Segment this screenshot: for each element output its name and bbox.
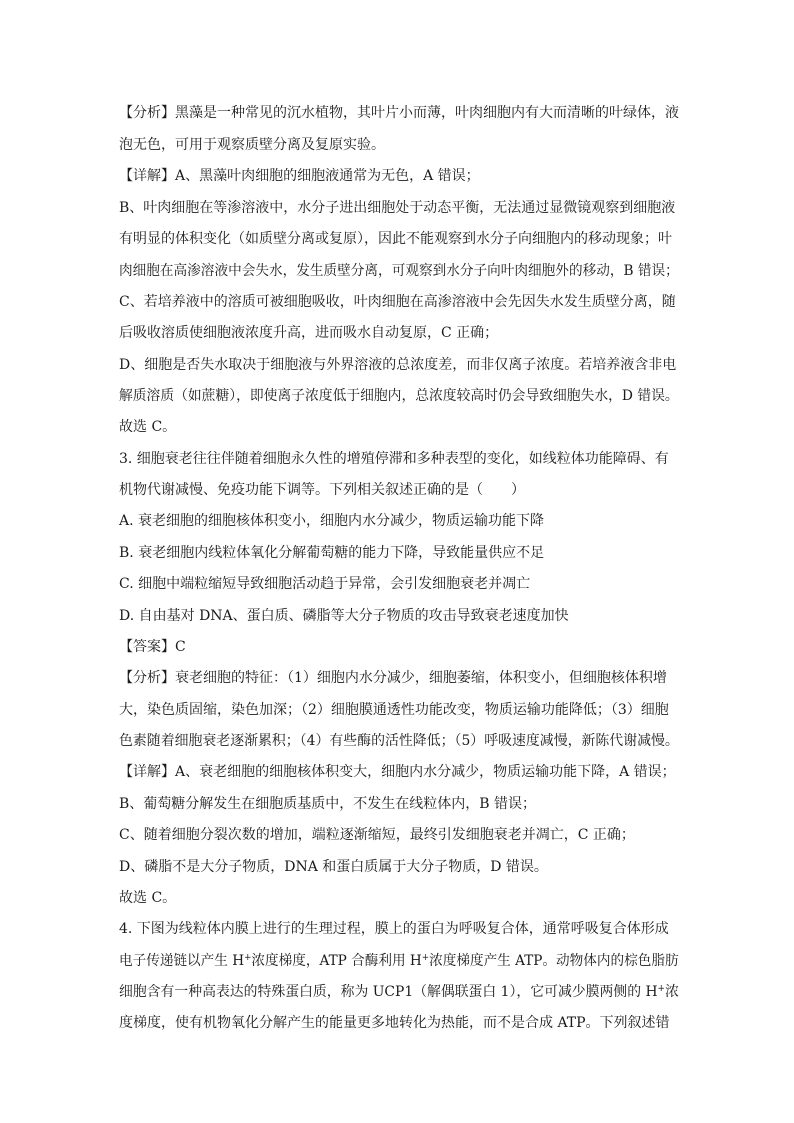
detail-text-line: 【详解】A、衰老细胞的细胞核体积变大，细胞内水分减少，物质运输功能下降，A 错误； bbox=[119, 764, 676, 780]
q4-text: 浓度梯度产生 ATP。动物体内的棕色脂肪 bbox=[429, 953, 679, 969]
superscript-plus: + bbox=[421, 953, 430, 963]
option-d: D. 自由基对 DNA、蛋白质、磷脂等大分子物质的攻击导致衰老速度加快 bbox=[119, 608, 569, 624]
q4-text: 电子传递链以产生 H bbox=[119, 953, 245, 969]
detail-text-line: 肉细胞在高渗溶液中会失水，发生质壁分离，可观察到水分子向叶肉细胞外的移动，B 错误； bbox=[119, 263, 679, 279]
analysis-text-line: 色素随着细胞衰老逐渐累积；（4）有些酶的活性降低；（5）呼吸速度减慢，新陈代谢减慢。 bbox=[119, 733, 679, 749]
question-4-stem bbox=[119, 951, 679, 971]
analysis-text-line: 大，染色质固缩，染色加深；（2）细胞膜通透性功能改变，物质运输功能降低；（3）细胞 bbox=[119, 702, 669, 718]
question-4-stem bbox=[119, 982, 679, 1002]
detail-text-line: 有明显的体积变化（如质壁分离或复原），因此不能观察到水分子向细胞内的移动现象；叶 bbox=[119, 231, 672, 247]
analysis-text-line: 泡无色，可用于观察质壁分离及复原实验。 bbox=[119, 137, 385, 153]
superscript-plus: + bbox=[244, 953, 252, 963]
question-3-stem: 机物代谢减慢、免疫功能下调等。下列相关叙述正确的是（ ） bbox=[119, 482, 525, 498]
superscript-plus: + bbox=[657, 984, 666, 994]
detail-text-line: D、磷脂不是大分子物质，DNA 和蛋白质属于大分子物质，D 错误。 bbox=[119, 859, 548, 875]
detail-text-line: B、葡萄糖分解发生在细胞质基质中，不发生在线粒体内，B 错误； bbox=[119, 796, 537, 812]
detail-text-line: C、随着细胞分裂次数的增加，端粒逐渐缩短，最终引发细胞衰老并凋亡，C 正确； bbox=[119, 827, 635, 843]
q4-text: 浓 bbox=[665, 984, 679, 1000]
option-b: B. 衰老细胞内线粒体氧化分解葡萄糖的能力下降，导致能量供应不足 bbox=[119, 545, 545, 561]
detail-text-line: 解质溶质（如蔗糖），即使离子浓度低于细胞内，总浓度较高时仍会导致细胞失水，D 错误。 bbox=[119, 388, 679, 404]
question-4-stem: 度梯度，使有机物氧化分解产生的能量更多地转化为热能，而不是合成 ATP。下列叙述错 bbox=[119, 1015, 670, 1031]
question-4-stem: 4. 下图为线粒体内膜上进行的生理过程，膜上的蛋白为呼吸复合体，通常呼吸复合体形成 bbox=[119, 921, 669, 937]
analysis-text-line: 【分析】衰老细胞的特征：（1）细胞内水分减少，细胞萎缩，体积变小，但细胞核体积增 bbox=[119, 670, 667, 686]
analysis-text-line: 【分析】黑藻是一种常见的沉水植物，其叶片小而薄，叶肉细胞内有大而清晰的叶绿体，液 bbox=[119, 105, 679, 121]
answer-choice-line: 故选 C。 bbox=[119, 419, 177, 435]
detail-text-line: C、若培养液中的溶质可被细胞吸收，叶肉细胞在高渗溶液中会先因失水发生质壁分离，随 bbox=[119, 294, 676, 310]
detail-text-line: 【详解】A、黑藻叶肉细胞的细胞液通常为无色，A 错误； bbox=[119, 168, 480, 184]
option-c: C. 细胞中端粒缩短导致细胞活动趋于异常，会引发细胞衰老并凋亡 bbox=[119, 576, 531, 592]
detail-text-line: 后吸收溶质使细胞液浓度升高，进而吸水自动复原，C 正确； bbox=[119, 325, 499, 341]
q4-text: 细胞含有一种高表达的特殊蛋白质，称为 UCP1（解偶联蛋白 1），它可减少膜两侧的 H bbox=[119, 984, 658, 1000]
answer-line: 【答案】C bbox=[119, 639, 186, 655]
q4-text: 浓度梯度，ATP 合酶利用 H bbox=[251, 953, 422, 969]
option-a: A. 衰老细胞的细胞核体积变小，细胞内水分减少，物质运输功能下降 bbox=[119, 513, 545, 529]
answer-choice-line: 故选 C。 bbox=[119, 890, 177, 906]
detail-text-line: D、细胞是否失水取决于细胞液与外界溶液的总浓度差，而非仅离子浓度。若培养液含非电 bbox=[119, 357, 677, 373]
question-3-stem: 3. 细胞衰老往往伴随着细胞永久性的增殖停滞和多种表型的变化，如线粒体功能障碍、有 bbox=[119, 451, 669, 467]
detail-text-line: B、叶肉细胞在等渗溶液中，水分子进出细胞处于动态平衡，无法通过显微镜观察到细胞液 bbox=[119, 200, 676, 216]
